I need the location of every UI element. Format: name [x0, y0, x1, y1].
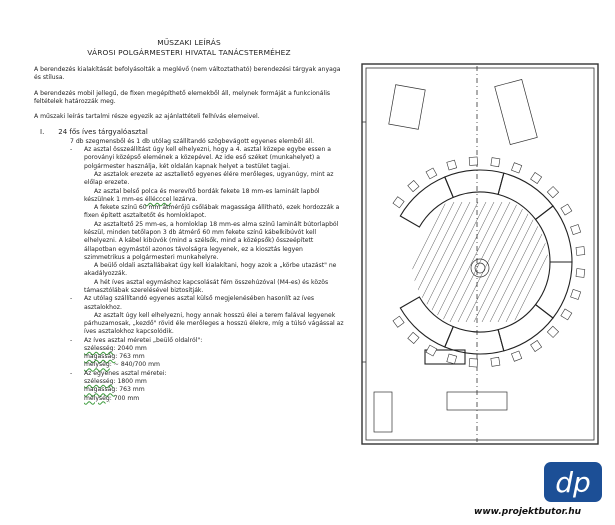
dim-value: : 1800 mm [113, 378, 147, 386]
hatch-line [418, 202, 478, 322]
chair [547, 187, 558, 198]
corner-unit [374, 392, 392, 432]
shelf-text-pre: Az asztal belső polca és merevítő bordák fekete 18 mm-es laminált lapból készülnek 1 mm-es [84, 187, 320, 203]
side-cabinet [495, 79, 538, 144]
room-walls [362, 64, 598, 444]
dim-value: : 763 mm [115, 386, 145, 394]
bullet-1-top: Az asztaltető 25 mm-es, a homloklap 18 mm-es alma színű laminált bútorlapból készül, minden tetőlapon 3 db átmérő 60 mm fekete színű kábelkibúvót kell elhelyezni. A kábel kibúvók (mind a szélsők, mind a középsők) összeépített állapotban egymástól azonos távolságra legyenek, ez a kiosztás legyen szimmetrikus a polgármesteri munkahelyre. [84, 220, 339, 261]
chair [547, 326, 558, 337]
chair [531, 172, 542, 183]
dim-label: szélesség [84, 344, 114, 352]
bullet-1-side: A beülő oldali asztallábakat úgy kell kialakítani, hogy azok a „körbe utazást" ne akadályozzák. [84, 262, 337, 278]
dim-label: mélység [84, 361, 110, 369]
shelf-text-post: lezárva. [171, 195, 198, 203]
hatch-line [458, 202, 518, 322]
dim-value: : 763 mm [115, 353, 145, 361]
hatch-line [498, 202, 558, 322]
section-1 [40, 128, 344, 403]
section-title: 24 fős íves tárgyalóasztal [58, 128, 148, 137]
dim-depth-arc [84, 361, 202, 369]
bullet-3-text: Az íves asztal méretei „beülő oldalról": [84, 336, 203, 344]
chair [393, 316, 404, 327]
chair [447, 160, 457, 170]
bullet-2 [70, 295, 344, 336]
bullet-1-legs: A fekete színű 60 mm átmérőjű csőlábak magassága állítható, ezek hordozzák a fixen épített asztaltetőt és homloklapot. [84, 204, 340, 220]
chair [408, 332, 419, 343]
dim-value: : 700 mm [109, 394, 140, 402]
bullet-4-text: Az egyenes asztal méretei: [84, 369, 167, 377]
chair [393, 197, 404, 208]
paragraph-1: A berendezés kialakítását befolyásolták a meglévő (nem változtatható) berendezési tárgyak anyaga és stílusa. [34, 65, 341, 82]
arc-table-segment [400, 297, 453, 347]
chair [426, 345, 437, 356]
plant-leaves [475, 263, 485, 273]
dim-height-straight [84, 386, 167, 394]
section-intro: 7 db szegmensből és 1 db utólag szállítandó szögbevágott egyenes elemből áll. [70, 137, 315, 145]
floor-plan-drawing [352, 62, 604, 447]
chair [408, 180, 419, 191]
dim-label: mélység [84, 394, 110, 402]
chair [469, 157, 478, 166]
chair [511, 351, 521, 361]
bullet-dash: - [70, 369, 73, 377]
document-title [34, 38, 344, 58]
dim-label: szélesség [84, 378, 114, 386]
chair [571, 289, 581, 299]
technical-description [34, 38, 344, 403]
arc-table-segment [445, 170, 504, 197]
hatch-line [434, 202, 494, 322]
chair [469, 359, 478, 368]
projektbutor-logo [544, 462, 602, 502]
dim-depth-straight [84, 395, 167, 403]
chair [491, 357, 500, 366]
bullet-1-text: Az asztal összeállítást úgy kell elhelyezni, hogy a 4. asztal közepe egybe essen a poroványi középső elemének a közepével. Az ide eső széket (munkahelyet) a polgármester használja, két oldalán kapnak helyet a testület tagjai. [84, 146, 332, 170]
logo-mark [544, 462, 602, 502]
room-outer-wall [362, 64, 598, 444]
chair [561, 204, 572, 215]
hatch-line [442, 202, 502, 322]
bullet-1-shelf [84, 188, 344, 205]
chair [426, 168, 437, 179]
bullet-4 [70, 370, 344, 403]
bullet-dash: - [70, 295, 73, 303]
title-line-1: MŰSZAKI LEÍRÁS [157, 38, 221, 47]
section-heading [40, 128, 344, 138]
chair [571, 224, 581, 234]
hatch-line [482, 202, 542, 322]
hatch-line [386, 202, 446, 322]
chair [491, 158, 500, 167]
chair [576, 269, 585, 278]
floor-hatching [386, 202, 574, 322]
hatch-line [466, 202, 526, 322]
section-number: I. [40, 128, 45, 137]
chair [531, 340, 542, 351]
dim-value: : ~ 840/700 mm [109, 361, 160, 369]
website-url: www.projektbutor.hu [474, 507, 582, 517]
side-furniture [374, 79, 537, 432]
dim-label: magasság [84, 353, 116, 361]
side-cabinet [389, 85, 425, 130]
dim-label: magasság [84, 386, 116, 394]
shelf-text-marked: éllécccel [144, 195, 172, 203]
hatch-line [410, 202, 470, 322]
room-outline [366, 68, 594, 440]
chair [511, 163, 521, 173]
bullet-2-placement: Az asztalt úgy kell elhelyezni, hogy annak hosszú élei a terem falával legyenek párhuzamosak, „kezdő" rövid éle merőleges a hosszú élekre, míg a túlsó vágással az íves asztalokhoz kapcsolódik. [84, 311, 344, 336]
chair [561, 309, 572, 320]
logo-text: dp [555, 466, 591, 499]
bullet-2-text: Az utólag szállítandó egyenes asztal külső megjelenésében hasonlít az íves asztalokhoz. [84, 295, 315, 311]
bullet-1-grain: Az asztalok erezete az asztallető egyenes élére merőleges, ugyanúgy, mint az előlap erezete. [84, 171, 334, 187]
floor-plan-svg [352, 62, 604, 447]
hatch-line [490, 202, 550, 322]
chair [447, 354, 457, 364]
section-body [70, 138, 344, 403]
paragraph-2: A berendezés mobil jellegű, de fixen megépíthető elemekből áll, melynek formáját a funkcionális feltételek határozzák meg. [34, 89, 331, 105]
dim-width-arc [84, 345, 202, 353]
title-line-2: VÁROSI POLGÁRMESTERI HIVATAL TANÁCSTERMÉHEZ [87, 47, 291, 57]
bullet-dash: - [70, 336, 73, 344]
hatch-line [450, 202, 510, 322]
chair [576, 247, 585, 256]
paragraph-3: A műszaki leírás tartalmi része egyezik az ajánlattételi felhívás elemeivel. [34, 113, 260, 121]
hatch-line [402, 202, 462, 322]
bullet-3 [70, 337, 344, 370]
arc-table-ring [400, 170, 572, 364]
bullet-dash: - [70, 146, 73, 154]
bullet-1 [70, 146, 344, 295]
arc-table-segment [498, 305, 553, 351]
hatch-line [474, 202, 534, 322]
dim-value: : 2040 mm [113, 344, 147, 352]
bullet-1-joint: A hét íves asztal egymáshoz kapcsolását fém összehúzóval (M4-es) és közös támasztólábak szerelésével biztosítják. [84, 278, 329, 294]
